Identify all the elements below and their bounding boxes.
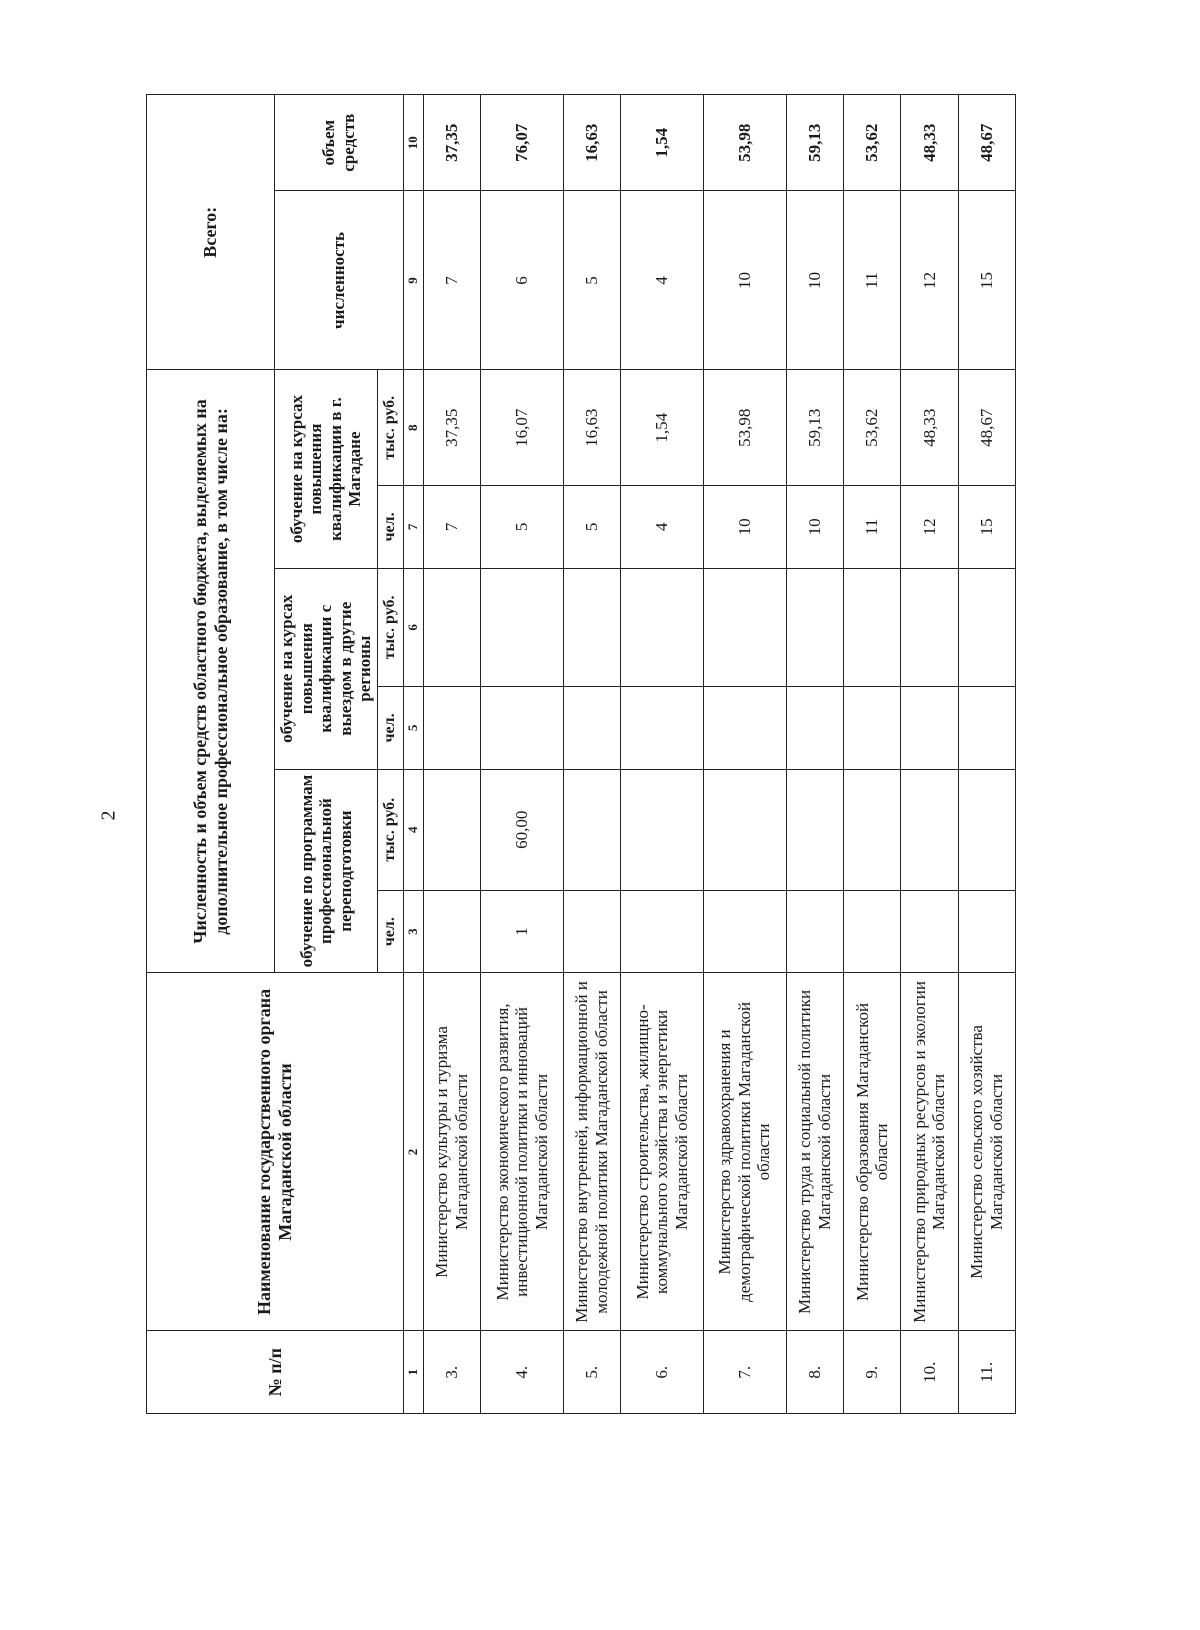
total-count-cell: 5	[563, 191, 620, 370]
total-volume-cell: 48,33	[901, 95, 958, 191]
courses-other-people-cell	[621, 687, 704, 770]
total-volume-cell: 53,62	[843, 95, 900, 191]
courses-magadan-money-cell: 16,07	[481, 370, 564, 486]
row-number-cell: 3.	[423, 1331, 480, 1414]
unit-people: чел.	[377, 486, 403, 569]
courses-magadan-money-cell: 16,63	[563, 370, 620, 486]
header-total: Всего:	[147, 95, 275, 370]
retraining-people-cell	[423, 890, 480, 973]
unit-people: чел.	[377, 687, 403, 770]
column-number: 10	[403, 95, 423, 191]
header-courses-magadan: обучение на курсах повышения квалификации в г. Магадане	[275, 370, 378, 568]
retraining-money-cell	[958, 769, 1015, 890]
total-volume-cell: 1,54	[621, 95, 704, 191]
total-volume-cell: 16,63	[563, 95, 620, 191]
row-number-cell: 5.	[563, 1331, 620, 1414]
courses-magadan-people-cell: 5	[481, 486, 564, 569]
rotated-table-container	[146, 94, 1016, 1414]
org-name-cell: Министерство культуры и туризма Магаданской области	[423, 973, 480, 1331]
courses-other-money-cell	[843, 568, 900, 686]
unit-people: чел.	[377, 890, 403, 973]
courses-other-people-cell	[786, 687, 843, 770]
courses-other-people-cell	[703, 687, 786, 770]
courses-other-people-cell	[563, 687, 620, 770]
table-row	[703, 95, 786, 1414]
column-number: 2	[403, 973, 423, 1331]
unit-money: тыс. руб.	[377, 370, 403, 486]
courses-other-money-cell	[901, 568, 958, 686]
column-number-row	[403, 95, 423, 1414]
total-count-cell: 10	[703, 191, 786, 370]
retraining-people-cell	[703, 890, 786, 973]
courses-magadan-money-cell: 53,98	[703, 370, 786, 486]
courses-other-people-cell	[901, 687, 958, 770]
total-count-cell: 15	[958, 191, 1015, 370]
column-number: 1	[403, 1331, 423, 1414]
header-num: № п/п	[147, 1331, 404, 1414]
org-name-cell: Министерство строительства, жилищно-коммунального хозяйства и энергетики Магаданской области	[621, 973, 704, 1331]
retraining-people-cell	[901, 890, 958, 973]
org-name-cell: Министерство внутренней, информационной и молодежной политики Магаданской области	[563, 973, 620, 1331]
total-volume-cell: 48,67	[958, 95, 1015, 191]
column-number: 9	[403, 191, 423, 370]
retraining-people-cell	[621, 890, 704, 973]
budget-table	[146, 94, 1016, 1414]
column-number: 8	[403, 370, 423, 486]
retraining-money-cell	[563, 769, 620, 890]
page-number: 2	[97, 810, 120, 821]
retraining-money-cell	[843, 769, 900, 890]
column-number: 3	[403, 890, 423, 973]
total-volume-cell: 37,35	[423, 95, 480, 191]
courses-other-money-cell	[703, 568, 786, 686]
courses-other-money-cell	[621, 568, 704, 686]
unit-money: тыс. руб.	[377, 769, 403, 890]
retraining-people-cell	[563, 890, 620, 973]
row-number-cell: 11.	[958, 1331, 1015, 1414]
retraining-money-cell	[703, 769, 786, 890]
courses-other-money-cell	[786, 568, 843, 686]
header-courses-other: обучение на курсах повышения квалификации с выездом в другие регионы	[275, 568, 378, 769]
table-row	[481, 95, 564, 1414]
retraining-people-cell	[786, 890, 843, 973]
row-number-cell: 4.	[481, 1331, 564, 1414]
table-row	[901, 95, 958, 1414]
courses-other-people-cell	[423, 687, 480, 770]
courses-magadan-money-cell: 48,67	[958, 370, 1015, 486]
unit-money: тыс. руб.	[377, 568, 403, 686]
courses-magadan-people-cell: 12	[901, 486, 958, 569]
column-number: 7	[403, 486, 423, 569]
courses-magadan-money-cell: 1,54	[621, 370, 704, 486]
org-name-cell: Министерство экономического развития, инвестиционной политики и инноваций Магаданской области	[481, 973, 564, 1331]
row-number-cell: 10.	[901, 1331, 958, 1414]
courses-magadan-people-cell: 7	[423, 486, 480, 569]
courses-other-people-cell	[481, 687, 564, 770]
table-row	[563, 95, 620, 1414]
total-count-cell: 4	[621, 191, 704, 370]
courses-other-money-cell	[958, 568, 1015, 686]
header-org-name: Наименование государственного органа Магаданской области	[147, 973, 404, 1331]
courses-other-people-cell	[843, 687, 900, 770]
total-volume-cell: 76,07	[481, 95, 564, 191]
retraining-people-cell	[843, 890, 900, 973]
total-count-cell: 12	[901, 191, 958, 370]
total-count-cell: 10	[786, 191, 843, 370]
courses-magadan-people-cell: 5	[563, 486, 620, 569]
table-row	[843, 95, 900, 1414]
org-name-cell: Министерство труда и социальной политики Магаданской области	[786, 973, 843, 1331]
header-group-main: Численность и объем средств областного бюджета, выделяемых на дополнительное профессиональное образование, в том числе на:	[147, 370, 275, 973]
courses-other-money-cell	[423, 568, 480, 686]
org-name-cell: Министерство образования Магаданской области	[843, 973, 900, 1331]
column-number: 6	[403, 568, 423, 686]
total-count-cell: 7	[423, 191, 480, 370]
courses-other-money-cell	[481, 568, 564, 686]
row-number-cell: 6.	[621, 1331, 704, 1414]
courses-magadan-people-cell: 10	[786, 486, 843, 569]
courses-magadan-people-cell: 10	[703, 486, 786, 569]
courses-other-people-cell	[958, 687, 1015, 770]
courses-magadan-people-cell: 15	[958, 486, 1015, 569]
row-number-cell: 9.	[843, 1331, 900, 1414]
table-body	[423, 95, 1015, 1414]
header-total-count: численность	[275, 191, 404, 370]
column-number: 4	[403, 769, 423, 890]
courses-magadan-money-cell: 59,13	[786, 370, 843, 486]
courses-magadan-people-cell: 11	[843, 486, 900, 569]
row-number-cell: 7.	[703, 1331, 786, 1414]
retraining-money-cell: 60,00	[481, 769, 564, 890]
total-volume-cell: 53,98	[703, 95, 786, 191]
table-row	[786, 95, 843, 1414]
total-count-cell: 6	[481, 191, 564, 370]
courses-magadan-people-cell: 4	[621, 486, 704, 569]
table-row	[958, 95, 1015, 1414]
total-volume-cell: 59,13	[786, 95, 843, 191]
courses-magadan-money-cell: 48,33	[901, 370, 958, 486]
column-number: 5	[403, 687, 423, 770]
retraining-money-cell	[901, 769, 958, 890]
header-total-volume: объем средств	[275, 95, 404, 191]
total-count-cell: 11	[843, 191, 900, 370]
courses-magadan-money-cell: 53,62	[843, 370, 900, 486]
header-retraining: обучение по программам профессиональной переподготовки	[275, 769, 378, 973]
org-name-cell: Министерство природных ресурсов и экологии Магаданской области	[901, 973, 958, 1331]
table-row	[423, 95, 480, 1414]
org-name-cell: Министерство здравоохранения и демографической политики Магаданской области	[703, 973, 786, 1331]
retraining-people-cell	[958, 890, 1015, 973]
courses-other-money-cell	[563, 568, 620, 686]
retraining-money-cell	[621, 769, 704, 890]
retraining-money-cell	[423, 769, 480, 890]
table-row	[621, 95, 704, 1414]
org-name-cell: Министерство сельского хозяйства Магаданской области	[958, 973, 1015, 1331]
courses-magadan-money-cell: 37,35	[423, 370, 480, 486]
retraining-people-cell: 1	[481, 890, 564, 973]
row-number-cell: 8.	[786, 1331, 843, 1414]
retraining-money-cell	[786, 769, 843, 890]
